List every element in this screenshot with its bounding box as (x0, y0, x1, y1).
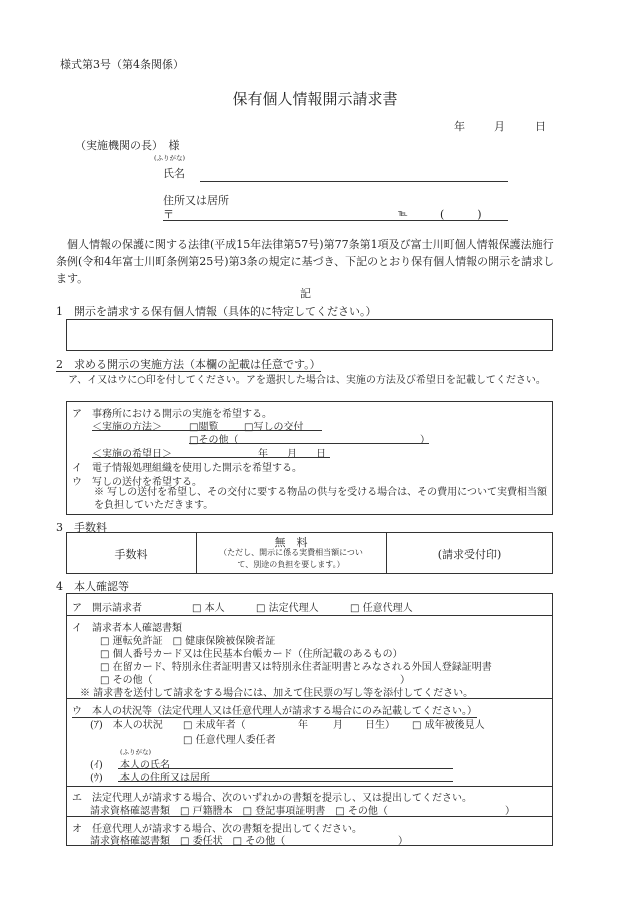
date-year[interactable]: 年 (454, 120, 465, 133)
i-doc-1[interactable]: □ 運転免許証 □ 健康保険被保険者証 (100, 636, 276, 647)
option-i[interactable]: イ 電子情報処理組織を使用した開示を希望する。 (72, 463, 302, 474)
u-c-label: (ｳ) (90, 773, 103, 784)
section2-instruction: ア、イ又はウに○印を付してください。アを選択した場合は、実施の方法及び希望日を記載してください。 (68, 375, 546, 386)
i-doc-3[interactable]: □ 在留カード、特別永住者証明書又は特別永住者証明書とみなされる外国人登録証明書 (100, 662, 492, 673)
u-a-year: 年 (298, 720, 308, 731)
u-a-label: (ｱ) 本人の状況 (90, 720, 163, 731)
hope-date-day: 日 (316, 449, 326, 460)
section1-input[interactable] (66, 319, 553, 351)
o-close: ） (398, 836, 408, 847)
tel-parens: ( ) (440, 208, 482, 221)
fee-value: 無 料 (274, 536, 308, 549)
u-b-text: 本人の氏名 (120, 760, 170, 771)
i-note: ※ 請求書を送付して請求をする場合には、加えて住民票の写し等を添付してください。 (80, 688, 474, 699)
requester-self[interactable]: □ 本人 (192, 603, 225, 614)
divider-u (66, 786, 553, 787)
e-close: ） (505, 806, 515, 817)
section3-heading: 3 手数料 (56, 521, 107, 534)
method-view[interactable]: □閲覧 (189, 422, 219, 433)
requester-name-field[interactable] (200, 181, 508, 182)
section2-note: ※ 写しの送付を希望し、その交付に要する物品の供与を受ける場合は、その費用について実費相当額を負担していただきます。 (94, 487, 547, 511)
principal-address-field[interactable] (118, 781, 453, 782)
i-doc-4[interactable]: □ その他（ (100, 675, 153, 686)
method-copy[interactable]: □写しの交付 (244, 422, 304, 433)
date-day[interactable]: 日 (535, 120, 546, 133)
method-other[interactable]: □その他（ (189, 435, 239, 446)
a-label: ア 開示請求者 (72, 603, 142, 614)
method-label: ＜実施の方法＞ (92, 422, 162, 433)
u-a-birth: 日生） (365, 720, 395, 731)
option-u[interactable]: ウ 写しの送付を希望する。 (72, 477, 202, 488)
i-doc-4-close: ） (400, 675, 410, 686)
o-label: オ 任意代理人が請求する場合、次の書類を提出してください。 (72, 824, 362, 835)
method-other-close: ） (420, 435, 430, 446)
o-docs[interactable]: 請求資格確認書類 □ 委任状 □ その他（ (90, 836, 286, 847)
section2-heading-text: 2 求める開示の実施方法（本欄の記載は任意です。） (56, 358, 321, 371)
u-b-label: (ｲ) (90, 760, 103, 771)
intro-text: 個人情報の保護に関する法律(平成15年法律第57号)第77条第1項及び富士川町個人情報保護法施行条例(令和4年富士川町条例第25号)第3条の規定に基づき、下記のとおり保有個人情報の開示を請求します。 (56, 238, 555, 285)
u-a-agent[interactable]: □ 任意代理人委任者 (183, 735, 276, 746)
form-number: 様式第3号（第4条関係） (60, 58, 184, 71)
fee-note: （ただし、開示に係る実費相当額について、別途の負担を要します。） (219, 548, 363, 569)
requester-voluntary[interactable]: □ 任意代理人 (350, 603, 413, 614)
e-docs[interactable]: 請求資格確認書類 □ 戸籍謄本 □ 登記事項証明書 □ その他（ (90, 806, 388, 817)
date-month[interactable]: 月 (494, 120, 505, 133)
fee-label: 手数料 (114, 548, 148, 561)
requester-name-label: 氏名 (163, 167, 185, 180)
addressee: （実施機関の長） 様 (75, 139, 180, 152)
u-a-month: 月 (333, 720, 343, 731)
section4-heading: 4 本人確認等 (56, 580, 129, 593)
option-a[interactable]: ア 事務所における開示の実施を希望する。 (72, 409, 272, 420)
hope-date-year: 年 (258, 449, 268, 460)
u-c-text: 本人の住所又は居所 (120, 773, 210, 784)
divider-a (66, 615, 553, 616)
u-furigana: (ふりがな) (120, 748, 152, 756)
stamp-area: (請求受付印) (437, 548, 502, 561)
page-title: 保有個人情報開示請求書 (232, 90, 398, 108)
date-label: ＜実施の希望日＞ (92, 449, 172, 460)
postal-mark: 〒 (163, 208, 174, 221)
divider-i (66, 698, 553, 699)
requester-legal[interactable]: □ 法定代理人 (256, 603, 319, 614)
i-doc-2[interactable]: □ 個人番号カード又は住民基本台帳カード（住所記載のあるもの） (100, 649, 403, 660)
i-label: イ 請求者本人確認書類 (72, 623, 182, 634)
e-label: エ 法定代理人が請求する場合、次のいずれかの書類を提示し、又は提出してください。 (72, 793, 472, 804)
section2-heading (56, 356, 321, 372)
tel-label: ℡ (398, 209, 408, 219)
requester-address-label: 住所又は居所 (163, 194, 229, 207)
u-a-minor[interactable]: □ 未成年者（ (183, 720, 246, 731)
requester-furigana: (ふりがな) (154, 154, 186, 162)
divider-e (66, 816, 553, 817)
ki-label: 記 (300, 287, 311, 300)
hope-date-month: 月 (287, 449, 297, 460)
method-other-field[interactable] (189, 443, 429, 444)
requester-address-field[interactable] (163, 220, 508, 221)
hope-date-field[interactable] (92, 457, 330, 458)
u-label-text: ウ 本人の状況等（法定代理人又は任意代理人が請求する場合にのみ記載してください。） (72, 706, 477, 717)
u-a-guardian[interactable]: □ 成年被後見人 (412, 720, 485, 731)
section1-heading: 1 開示を請求する保有個人情報（具体的に特定してください。） (56, 305, 377, 318)
u-label (72, 702, 477, 717)
